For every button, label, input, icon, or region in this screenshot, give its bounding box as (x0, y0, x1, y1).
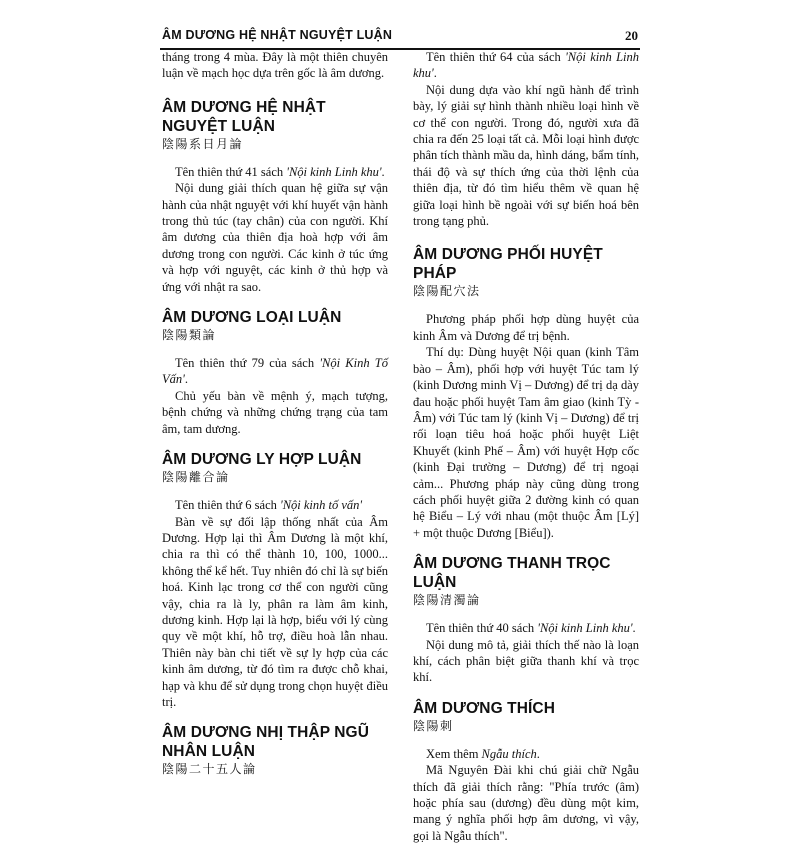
page-header (160, 26, 640, 50)
entry-paragraph: Nội dung mô tả, giải thích thế nào là loạn khí, cách phân biệt giữa thanh khí và trọc khí. (413, 637, 639, 685)
entry-source: Tên thiên thứ 6 sách 'Nội kinh tố vấn' (175, 498, 363, 513)
entry-title: ÂM DƯƠNG PHỐI HUYỆT PHÁP (413, 246, 603, 283)
entry-han-title: 陰陽類論 (162, 328, 217, 343)
entry-paragraph: Nội dung giải thích quan hệ giữa sự vận hành của nhật nguyệt với khí huyết vận hành trong thủ túc (tay chân) của con người. Khí âm dương của thiên địa hoà hợp với âm dương trong con người. Các kinh ở túc ứng và hợp với nguyệt, các kinh ở thủ hợp và ứng với nhật ra sao. (162, 181, 388, 294)
entry-han-title: 陰陽配穴法 (413, 284, 481, 299)
continued-source: Tên thiên thứ 64 của sách 'Nội kinh Linh khu'. (413, 50, 639, 81)
entry-title: ÂM DƯƠNG THANH TRỌC LUẬN (413, 555, 611, 592)
entry-han-title: 陰陽刺 (413, 718, 454, 733)
running-title: ÂM DƯƠNG HỆ NHẬT NGUYỆT LUẬN (162, 28, 393, 42)
entry-han-title: 陰陽系日月論 (162, 136, 244, 151)
entry-am-duong-he-nhat-nguyet-luan (162, 98, 388, 295)
entry-title: ÂM DƯƠNG LOẠI LUẬN (162, 309, 342, 327)
entry-title: ÂM DƯƠNG NHỊ THẬP NGŨ NHÂN LUẬN (162, 724, 370, 761)
entry-am-duong-thich (413, 699, 639, 844)
entry-source: Tên thiên thứ 40 sách 'Nội kinh Linh khu'. (426, 621, 636, 636)
entry-han-title: 陰陽二十五人論 (162, 762, 257, 777)
continued-paragraph: Nội dung dựa vào khí ngũ hành để trình bày, lý giải sự hình thành nhiều loại hình về cơ thể con người. Trong đó, người xưa đã chia ra đến 25 loại tất cả. Mỗi loại hình được phân tích thành mầu da, hình dáng, bẩm tính, thái độ và sự thích ứng của thời lệnh của thiên địa, từ đó tìm hiểu thêm về quan hệ giữa loại hình bề ngoài với sự biến hoá bên trong tạng phủ. (413, 82, 639, 229)
entry-am-duong-phoi-huyet-phap (413, 245, 639, 541)
entry-title: ÂM DƯƠNG THÍCH (413, 699, 555, 717)
entry-title: ÂM DƯƠNG LY HỢP LUẬN (162, 451, 362, 469)
entry-han-title: 陰陽離合論 (162, 470, 230, 485)
entry-source: Tên thiên thứ 41 sách 'Nội kinh Linh khu'. (175, 164, 385, 179)
entry-source: Tên thiên thứ 79 của sách 'Nội Kinh Tố Vấn'. (162, 356, 388, 387)
entry-paragraph: Thí dụ: Dùng huyệt Nội quan (kinh Tâm bào – Âm), phối hợp với huyệt Túc tam lý (kinh Dương minh Vị – Dương) để trị dạ dày đau hoặc phối huyệt Tam âm giao (kinh Tỳ - Âm) với Túc tam lý (kinh Vị – Dương) để trị rối loạn tiêu hoá hoặc phối huyệt Liệt Khuyết (kinh Phế – Âm) với huyệt Hợp cốc (kinh Đại trường – Dương) để trị ngoại cảm... Phương pháp này cũng dùng trong cách phối huyệt giữa 2 đường kinh có quan hệ Biểu – Lý với nhau (một thuộc Âm [Lý] + một thuộc Dương [Biểu]). (413, 345, 639, 540)
continued-paragraph: tháng trong 4 mùa. Đây là một thiên chuyên luận về mạch học dựa trên gốc là âm dương. (162, 50, 388, 81)
entry-am-duong-nhi-thap-ngu-nhan-luan (162, 723, 388, 777)
entry-han-title: 陰陽清濁論 (413, 593, 481, 608)
entry-paragraph: Mã Nguyên Đài khi chú giải chữ Ngẫu thích đã giải thích rằng: "Phía trước (âm) hoặc phía sau (dương) đều dùng một kim, mang ý nghĩa phối hợp âm dương, vì vậy, gọi là Ngẫu thích". (413, 763, 639, 843)
entry-am-duong-thanh-troc-luan (413, 554, 639, 686)
entry-paragraph: Bàn về sự đối lập thống nhất của Âm Dương. Hợp lại thì Âm Dương là một khí, chia ra thì có thể thành 10, 100, 1000... không thể kể hết. Tuy nhiên đó chỉ là sự biến hoá. Kinh lạc trong cơ thể con người cũng vậy, chia ra là ly, phân ra làm âm kinh, dương kinh. Hợp lại là hợp, biểu với lý cùng quy về một khí, hỗ trợ, điều hoà lẫn nhau. Thiên này bàn chi tiết về sự ly hợp của các kinh âm dương, từ đó tìm ra được chỗ khai, hạp và khu để sử dụng trong chọn huyệt điều trị. (162, 514, 388, 709)
entry-title: ÂM DƯƠNG HỆ NHẬT NGUYỆT LUẬN (162, 98, 326, 135)
entry-paragraph: Chủ yếu bàn về mệnh ý, mạch tượng, bệnh chứng và những chứng trạng của tam âm, tam dương. (162, 388, 388, 436)
entry-paragraph: Phương pháp phối hợp dùng huyệt của kinh Âm và Dương để trị bệnh. (413, 312, 639, 343)
page-number: 20 (625, 28, 638, 43)
entry-cross-reference: Xem thêm Ngẫu thích. (426, 746, 540, 761)
entry-am-duong-ly-hop-luan (162, 450, 388, 710)
left-column (162, 49, 388, 789)
entry-am-duong-loai-luan (162, 308, 388, 437)
right-column (413, 49, 639, 844)
